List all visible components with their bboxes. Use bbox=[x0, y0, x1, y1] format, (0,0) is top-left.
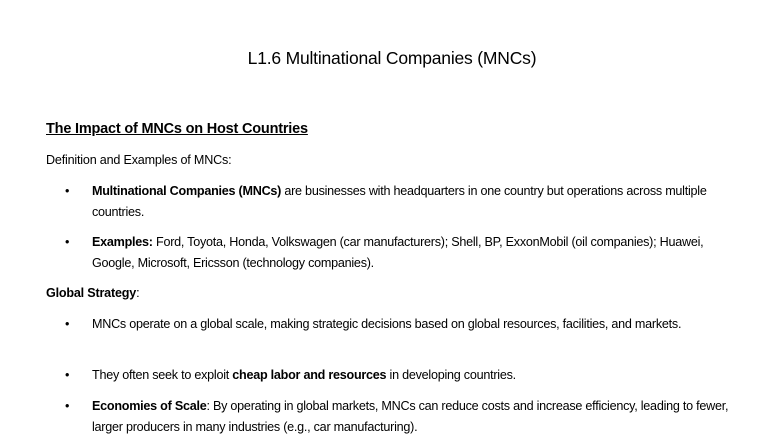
definition-bullet-examples bbox=[92, 232, 742, 274]
bullet-text-before: They often seek to exploit bbox=[92, 368, 233, 382]
bullet-marker: • bbox=[65, 184, 70, 198]
strategy-heading-bold: Global Strategy bbox=[46, 286, 137, 300]
bullet-bold-term: Economies of Scale bbox=[92, 399, 207, 413]
bullet-bold-term: cheap labor and resources bbox=[232, 368, 387, 382]
strategy-heading-suffix: : bbox=[136, 286, 140, 300]
bullet-marker: • bbox=[65, 235, 70, 249]
bullet-marker: • bbox=[65, 368, 70, 382]
definition-bullet-mnc bbox=[92, 181, 742, 223]
definition-heading: Definition and Examples of MNCs: bbox=[46, 153, 232, 167]
bullet-text: : By operating in global markets, MNCs can reduce costs and increase efficiency, leading to fewer, larger producers in many industries (e.g., car manufacturing). bbox=[92, 399, 729, 434]
bullet-bold-term: Multinational Companies (MNCs) bbox=[92, 184, 282, 198]
bullet-marker: • bbox=[65, 317, 70, 331]
strategy-bullet-economies-of-scale bbox=[92, 396, 742, 438]
bullet-text: Ford, Toyota, Honda, Volkswagen (car manufacturers); Shell, BP, ExxonMobil (oil companies); Huawei, Google, Microsoft, Ericsson (technology companies). bbox=[92, 235, 704, 270]
strategy-bullet-cheap-labor bbox=[92, 365, 742, 386]
strategy-bullet-global-scale: MNCs operate on a global scale, making strategic decisions based on global resources, facilities, and markets. bbox=[92, 317, 682, 331]
bullet-bold-term: Examples: bbox=[92, 235, 153, 249]
document-title: L1.6 Multinational Companies (MNCs) bbox=[247, 48, 537, 68]
bullet-text-after: in developing countries. bbox=[386, 368, 516, 382]
strategy-heading bbox=[46, 286, 139, 300]
bullet-marker: • bbox=[65, 399, 70, 413]
bullet-text: are businesses with headquarters in one country but operations across multiple countries. bbox=[92, 184, 707, 219]
section-heading: The Impact of MNCs on Host Countries bbox=[46, 121, 308, 137]
